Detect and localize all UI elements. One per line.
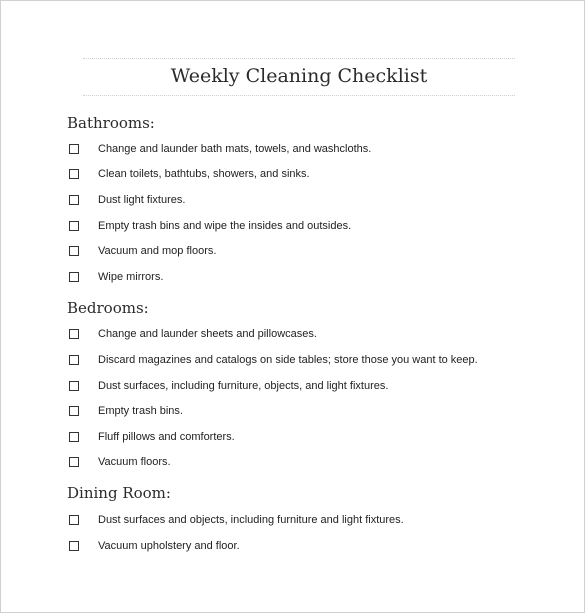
checkbox[interactable] xyxy=(69,195,79,205)
checkbox[interactable] xyxy=(69,541,79,551)
checkbox[interactable] xyxy=(69,381,79,391)
checklist-item-label: Dust surfaces, including furniture, objects, and light fixtures. xyxy=(98,380,389,392)
checklist-item-label: Empty trash bins. xyxy=(98,405,183,417)
section-heading-bathrooms: Bathrooms: xyxy=(67,114,155,132)
title-bottom-divider xyxy=(83,95,515,96)
checklist-item-label: Fluff pillows and comforters. xyxy=(98,431,235,443)
checklist-item-label: Empty trash bins and wipe the insides and outsides. xyxy=(98,220,352,232)
checklist-item-label: Dust surfaces and objects, including furniture and light fixtures. xyxy=(98,514,404,526)
checklist-item-label: Change and launder sheets and pillowcases. xyxy=(98,328,317,340)
checklist-item-label: Vacuum upholstery and floor. xyxy=(98,540,240,552)
checkbox[interactable] xyxy=(69,355,79,365)
checkbox[interactable] xyxy=(69,515,79,525)
checkbox[interactable] xyxy=(69,169,79,179)
checklist-item-label: Vacuum and mop floors. xyxy=(98,245,217,257)
checklist-item-label: Clean toilets, bathtubs, showers, and sinks. xyxy=(98,168,310,180)
checkbox[interactable] xyxy=(69,432,79,442)
checkbox[interactable] xyxy=(69,329,79,339)
checklist-item-label: Wipe mirrors. xyxy=(98,271,164,283)
checkbox[interactable] xyxy=(69,221,79,231)
checklist-item-label: Discard magazines and catalogs on side tables; store those you want to keep. xyxy=(98,354,478,366)
section-heading-dining-room: Dining Room: xyxy=(67,484,171,502)
checklist-item-label: Vacuum floors. xyxy=(98,456,171,468)
title-top-divider xyxy=(83,58,515,59)
section-heading-bedrooms: Bedrooms: xyxy=(67,299,149,317)
checkbox[interactable] xyxy=(69,272,79,282)
checklist-item-label: Dust light fixtures. xyxy=(98,194,186,206)
checklist-item-label: Change and launder bath mats, towels, and washcloths. xyxy=(98,143,372,155)
checkbox[interactable] xyxy=(69,457,79,467)
checkbox[interactable] xyxy=(69,406,79,416)
checkbox[interactable] xyxy=(69,246,79,256)
page-title: Weekly Cleaning Checklist xyxy=(170,65,428,87)
checkbox[interactable] xyxy=(69,144,79,154)
